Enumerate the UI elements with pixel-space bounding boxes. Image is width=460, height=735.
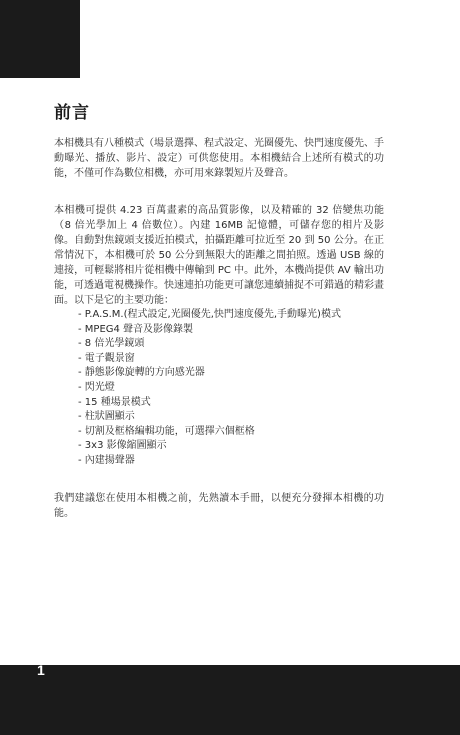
feature-item: - 閃光燈 [78, 381, 115, 393]
intro-paragraph-3: 我們建議您在使用本相機之前，先熟讀本手冊，以便充分發揮本相機的功能。 [54, 492, 384, 519]
feature-item: - 電子觀景窗 [78, 352, 135, 364]
intro-paragraph-1: 本相機具有八種模式（場景選擇、程式設定、光圈優先、快門速度優先、手動曝光、播放、影片、設定）可供您使用。本相機結合上述所有模式的功能，不僅可作為數位相機，亦可用來錄製短片及聲音。 [54, 138, 384, 179]
feature-item: - 8 倍光學鏡頭 [78, 338, 145, 350]
feature-item: - 切割及框格編輯功能，可選擇六個框格 [78, 425, 255, 437]
feature-list [54, 308, 384, 469]
intro-paragraph-2: 本相機可提供 4.23 百萬畫素的高品質影像，以及精確的 32 倍變焦功能（8 倍光學加上 4 倍數位）。內建 16MB 記憶體，可儲存您的相片及影像。自動對焦鏡頭支援近拍模式，拍攝距離可拉近至 20 到 50 公分。在正常情況下，本相機可於 50 公分到無限大的距離之間拍照。透過 USB 線的連接，可輕鬆將相片從相機中傳輸到 PC 中。此外，本機尚提供 AV 輸出功能，可透過電視機操作。快速連拍功能更可讓您連續捕捉不可錯過的精彩畫面。以下是它的主要功能： [54, 205, 384, 306]
page-content [54, 136, 384, 521]
feature-item: - 3x3 影像縮圖顯示 [78, 440, 167, 452]
page-title: 前言 [54, 103, 90, 123]
feature-item: - 內建揚聲器 [78, 454, 135, 466]
feature-item: - 15 種場景模式 [78, 396, 151, 408]
feature-item: - P.A.S.M.(程式設定,光圈優先,快門速度優先,手動曝光)模式 [78, 309, 341, 320]
feature-item: - 靜態影像旋轉的方向感光器 [78, 367, 205, 379]
page-number: 1 [37, 662, 45, 678]
feature-item: - MPEG4 聲音及影像錄製 [78, 323, 194, 335]
corner-decoration [0, 0, 80, 78]
feature-item: - 柱狀圖顯示 [78, 411, 135, 423]
footer-band [0, 665, 460, 735]
